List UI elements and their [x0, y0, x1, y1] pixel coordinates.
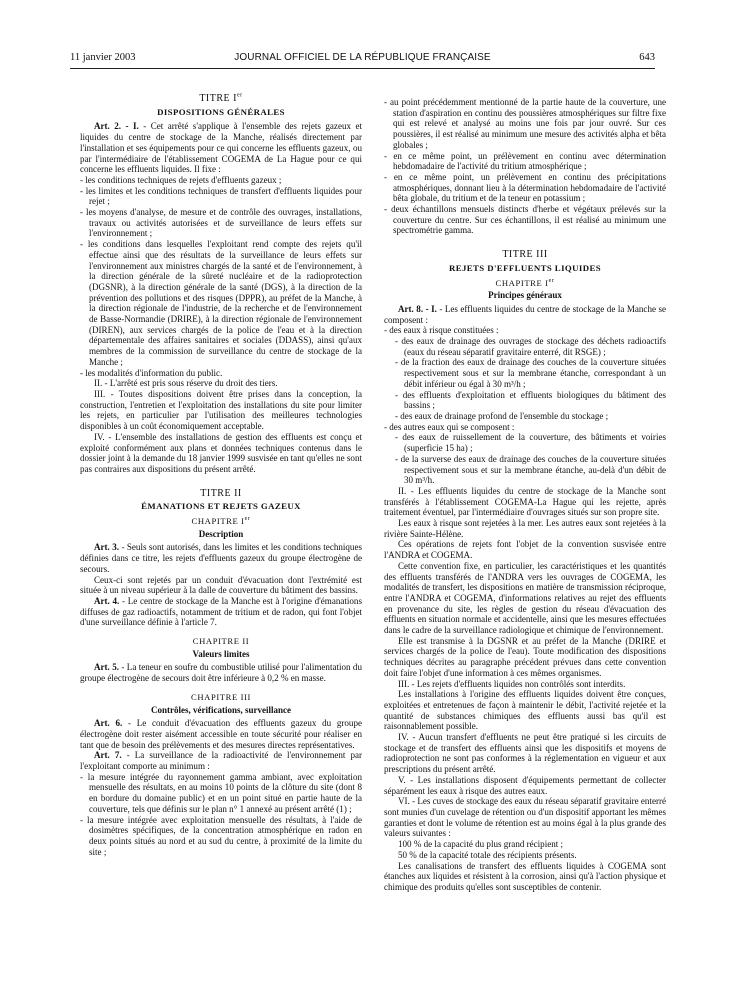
article-8-list	[384, 325, 666, 336]
article-7-continued-list	[384, 97, 666, 236]
paragraph: 50 % de la capacité totale des récipients présents.	[398, 849, 577, 860]
paragraph: Les canalisations de transfert des effluents liquides à COGEMA sont étanches aux liquides et résistent à la corrosion, ainsi qu'à l'action physique et chimique des produits qu'elles sont susceptibles de contenir.	[384, 860, 666, 892]
paragraph: Les eaux à risque sont rejetées à la mer. Les autres eaux sont rejetées à la rivière Sainte-Hélène.	[384, 518, 666, 539]
page-number: 643	[639, 52, 655, 63]
list-item: - des eaux à risque constituées :	[384, 325, 499, 336]
list-item: - en ce même point, un prélèvement en continu des précipitations atmosphériques, donnant lieu à la détermination hebdomadaire de l'activité bêta globale, du tritium et de la teneur en potassium ;	[384, 171, 666, 204]
left-column	[80, 90, 362, 857]
article-2-intro: Art. 2. - I. - Cet arrêté s'applique à l'ensemble des rejets gazeux et liquides du centre de stockage de la Manche, réalisés directement par l'installation et ses équipements pour ce qui concerne les effluents gazeux, ou par l'intermédiaire de l'établissement COGEMA de La Hague pour ce qui concerne les effluents liquides. Il fixe :	[80, 121, 362, 175]
article-8-risk-waters-list	[384, 336, 666, 422]
article-2-paragraph-iii: III. - Toutes dispositions doivent être prises dans la conception, la construction, l'entretien et l'exploitation des installations du site pour limiter les rejets, en particulier par l'utilisation des meilleures technologies disponibles à un coût économiquement acceptable.	[80, 388, 362, 432]
article-5: Art. 5. - La teneur en soufre du combustible utilisé pour l'alimentation du groupe électrogène de secours doit être inférieure à 0,2 % en masse.	[80, 662, 362, 684]
chapitre-1-subtitle: Principes généraux	[488, 290, 562, 301]
titre-2-title: TITRE II	[200, 487, 242, 499]
chapitre-2-subtitle: Valeurs limites	[192, 648, 250, 659]
chapitre-1-title: CHAPITRE Ier	[191, 516, 251, 527]
page-header	[70, 52, 655, 68]
chapitre-1-title: CHAPITRE Ier	[495, 277, 555, 288]
journal-title: JOURNAL OFFICIEL DE LA RÉPUBLIQUE FRANÇAISE	[234, 52, 491, 63]
article-3-paragraph: Ceux-ci sont rejetés par un conduit d'évacuation dont l'extrémité est située à un niveau supérieur à la dalle de couverture du bâtiment des bassins.	[80, 574, 362, 596]
article-8-paragraph-ii: II. - Les effluents liquides du centre de stockage de la Manche sont transférés à l'établissement COGEMA-La Hague qui les rejette, après traitement éventuel, par l'intermédiaire d'ouvrages situés sur son propre site.	[384, 485, 666, 518]
paragraph: Elle est transmise à la DGSNR et au préfet de la Manche (DRIRE et services chargés de la police de l'eau). Toute modification des dispositions techniques décrites au paragraphe précédent prévues dans cette convention doit faire l'objet d'une information à ces mêmes organismes.	[384, 635, 666, 678]
article-2-list	[80, 175, 362, 378]
paragraph: Ces opérations de rejets font l'objet de la convention susvisée entre l'ANDRA et COGEMA.	[384, 539, 666, 561]
right-column	[384, 97, 666, 893]
chapitre-3-title: CHAPITRE III	[191, 691, 251, 702]
issue-date: 11 janvier 2003	[70, 52, 136, 63]
article-2-label: Art. 2. - I.	[94, 121, 139, 132]
article-8-paragraph-iii: III. - Les rejets d'effluents liquides non contrôlés sont interdits.	[398, 678, 626, 689]
list-item: - des eaux de drainage profond de l'ensemble du stockage ;	[395, 410, 609, 421]
article-4: Art. 4. - Le centre de stockage de la Manche est à l'origine d'émanations diffuses de gaz radioactifs, notamment de tritium et de radon, qui font l'objet d'une surveillance définie à l'article 7.	[80, 595, 362, 628]
article-8-intro: Art. 8. - I. - Les effluents liquides du centre de stockage de la Manche se composent :	[384, 303, 667, 325]
list-item: - les modalités d'information du public.	[80, 367, 223, 378]
list-item: - les moyens d'analyse, de mesure et de contrôle des ouvrages, installations, travaux ou activités autorisées et de surveillance de leurs effets sur l'environnement ;	[80, 207, 362, 239]
list-item: - des eaux de drainage des ouvrages de stockage des déchets radioactifs (eaux du réseau séparatif gravitaire enterré, dit RSGE) ;	[395, 336, 666, 357]
article-8-paragraph-v: V. - Les installations disposent d'équipements permettant de collecter séparément les eaux à risque des autres eaux.	[384, 774, 666, 796]
chapitre-1-subtitle: Description	[198, 528, 244, 539]
article-8-paragraph-vi: VI. - Les cuves de stockage des eaux du réseau séparatif gravitaire enterré sont munies d'un cuvelage de rétention ou d'un dispositif apportant les mêmes garanties et dont le volume de rétention est au moins égal à la plus grande des valeurs suivantes :	[384, 796, 667, 839]
titre-1-heading: DISPOSITIONS GÉNÉRALES	[157, 106, 285, 117]
list-item: - les conditions dans lesquelles l'exploitant rend compte des rejets qu'il effectue ainsi que des résultats de la surveillance de leurs effets sur l'environnement aux ministres chargés de la santé et de l'environnement, à la direction générale de la sûreté nucléaire et de la radioprotection (DGSNR), à la direction générale de la santé (DGS), à la direction de la prévention des pollutions et des risques (DPPR), au préfet de la Manche, à la direction régionale de l'industrie, de la recherche et de l'environnement de Basse-Normandie (DRIRE), à la direction régionale de l'environnement (DIREN), aux services chargés de la police de l'eau et à la direction départementale des affaires sanitaires et sociales (DDASS), ainsi qu'aux membres de la commission de surveillance du centre de stockage de la Manche ;	[80, 239, 362, 367]
list-item: - de la fraction des eaux de drainage des couches de la couverture situées respectivement sous et sur la membrane étanche, correspondant à un débit inférieur ou égal à 30 m³/h ;	[395, 357, 666, 389]
article-8-other-waters-list	[384, 432, 666, 486]
titre-2-heading: ÉMANATIONS ET REJETS GAZEUX	[141, 501, 301, 512]
list-item: - la mesure intégrée avec exploitation mensuelle des résultats, à l'aide de dosimètres spécifiques, de la concentration atmosphérique en radon en deux points situés au nord et au sud du centre, à proximité de la limite du site ;	[80, 814, 362, 857]
paragraph: Les installations à l'origine des effluents liquides doivent être conçues, exploitées et entretenues de façon à maintenir le débit, l'activité rejetée et la quantité de substances chimiques des effluents aussi bas qu'il est raisonnablement possible.	[384, 689, 666, 732]
list-item: - des autres eaux qui se composent :	[384, 421, 515, 432]
list-item: - au point précédemment mentionné de la partie haute de la couverture, une station d'aspiration en continu des poussières atmosphériques sur filtre fixe qui est relevé et analysé au moins une fois par jour ouvré. Sur ces poussières, il est réalisé au minimum une mesure des activités alpha et bêta globales ;	[384, 97, 666, 150]
article-7-list	[80, 772, 362, 858]
article-8-paragraph-iv: IV. - Aucun transfert d'effluents ne peut être pratiqué si les circuits de stockage et de transfert des effluents ainsi que les dispositifs et moyens de radioprotection ne sont pas conformes à la réglementation en vigueur et aux prescriptions du présent arrêté.	[384, 732, 666, 775]
paragraph: Cette convention fixe, en particulier, les caractéristiques et les quantités des effluents transférés de l'ANDRA vers les ouvrages de COGEMA, les modalités de transfert, les dispositions en matière de transmission réciproque, entre l'ANDRA et COGEMA, d'informations relatives au rejet des effluents en provenance du site, les règles de gestion du réseau d'évacuation des effluents en situation normale et accidentelle, ainsi que les mesures effectuées dans le cadre de la surveillance radiologique et chimique de l'environnement.	[384, 560, 666, 636]
chapitre-3-subtitle: Contrôles, vérifications, surveillance	[151, 704, 291, 715]
article-3: Art. 3. - Seuls sont autorisés, dans les limites et les conditions techniques définies dans ce titre, les rejets d'effluents gazeux du groupe électrogène de secours.	[80, 542, 362, 574]
list-item: - des effluents d'exploitation et effluents biologiques du bâtiment des bassins ;	[395, 389, 666, 411]
article-2-paragraph-ii: II. - L'arrêté est pris sous réserve du droit des tiers.	[94, 378, 278, 389]
article-7: Art. 7. - La surveillance de la radioactivité de l'environnement par l'exploitant comporte au minimum :	[80, 750, 363, 772]
list-item: - deux échantillons mensuels distincts d'herbe et végétaux prélevés sur la couverture du centre. Sur ces échantillons, il est réalisé au minimum une spectrométrie gamma.	[384, 204, 666, 236]
list-item: - les limites et les conditions techniques de transfert d'effluents liquides pour rejet ;	[80, 185, 362, 207]
article-2-paragraph-iv: IV. - L'ensemble des installations de gestion des effluents est conçu et exploité conformément aux plans et données techniques contenus dans le dossier joint à la demande du 18 janvier 1999 susvisée en tant qu'elles ne sont pas contraires aux dispositions du présent arrêté.	[80, 431, 362, 474]
chapitre-2-title: CHAPITRE II	[192, 636, 250, 647]
list-item: - les conditions techniques de rejets d'effluents gazeux ;	[80, 174, 282, 185]
paragraph: 100 % de la capacité du plus grand récipient ;	[398, 839, 564, 850]
list-item: - la mesure intégrée du rayonnement gamma ambiant, avec exploitation mensuelle des résultats, en au moins 10 points de la clôture du site (dont 8 en bordure du domaine public) et en un point situé en partie haute de la couverture, tels que définis sur le plan n° 1 annexé au présent arrêté (1) ;	[80, 771, 362, 814]
article-6: Art. 6. - Le conduit d'évacuation des effluents gazeux du groupe électrogène doit rester aisément accessible en toute sécurité pour réaliser en tant que de besoin des prélèvements et des mesures directes représentatives.	[80, 718, 362, 750]
article-8-label: Art. 8. - I.	[398, 303, 437, 314]
titre-1-title: TITRE Ier	[199, 92, 243, 104]
list-item: - de la surverse des eaux de drainage des couches de la couverture situées respectivement sous et sur la membrane étanche, au-delà d'un débit de 30 m³/h.	[395, 453, 666, 486]
titre-3-title: TITRE III	[502, 249, 548, 261]
titre-3-heading: REJETS D'EFFLUENTS LIQUIDES	[448, 262, 602, 273]
list-item: - en ce même point, un prélèvement en continu avec détermination hebdomadaire de l'activité du tritium atmosphérique ;	[384, 150, 666, 172]
article-8-list-b	[384, 422, 666, 433]
header-rule	[70, 68, 655, 69]
list-item: - des eaux de ruissellement de la couverture, des bâtiments et voiries (superficie 15 ha) ;	[395, 432, 666, 454]
